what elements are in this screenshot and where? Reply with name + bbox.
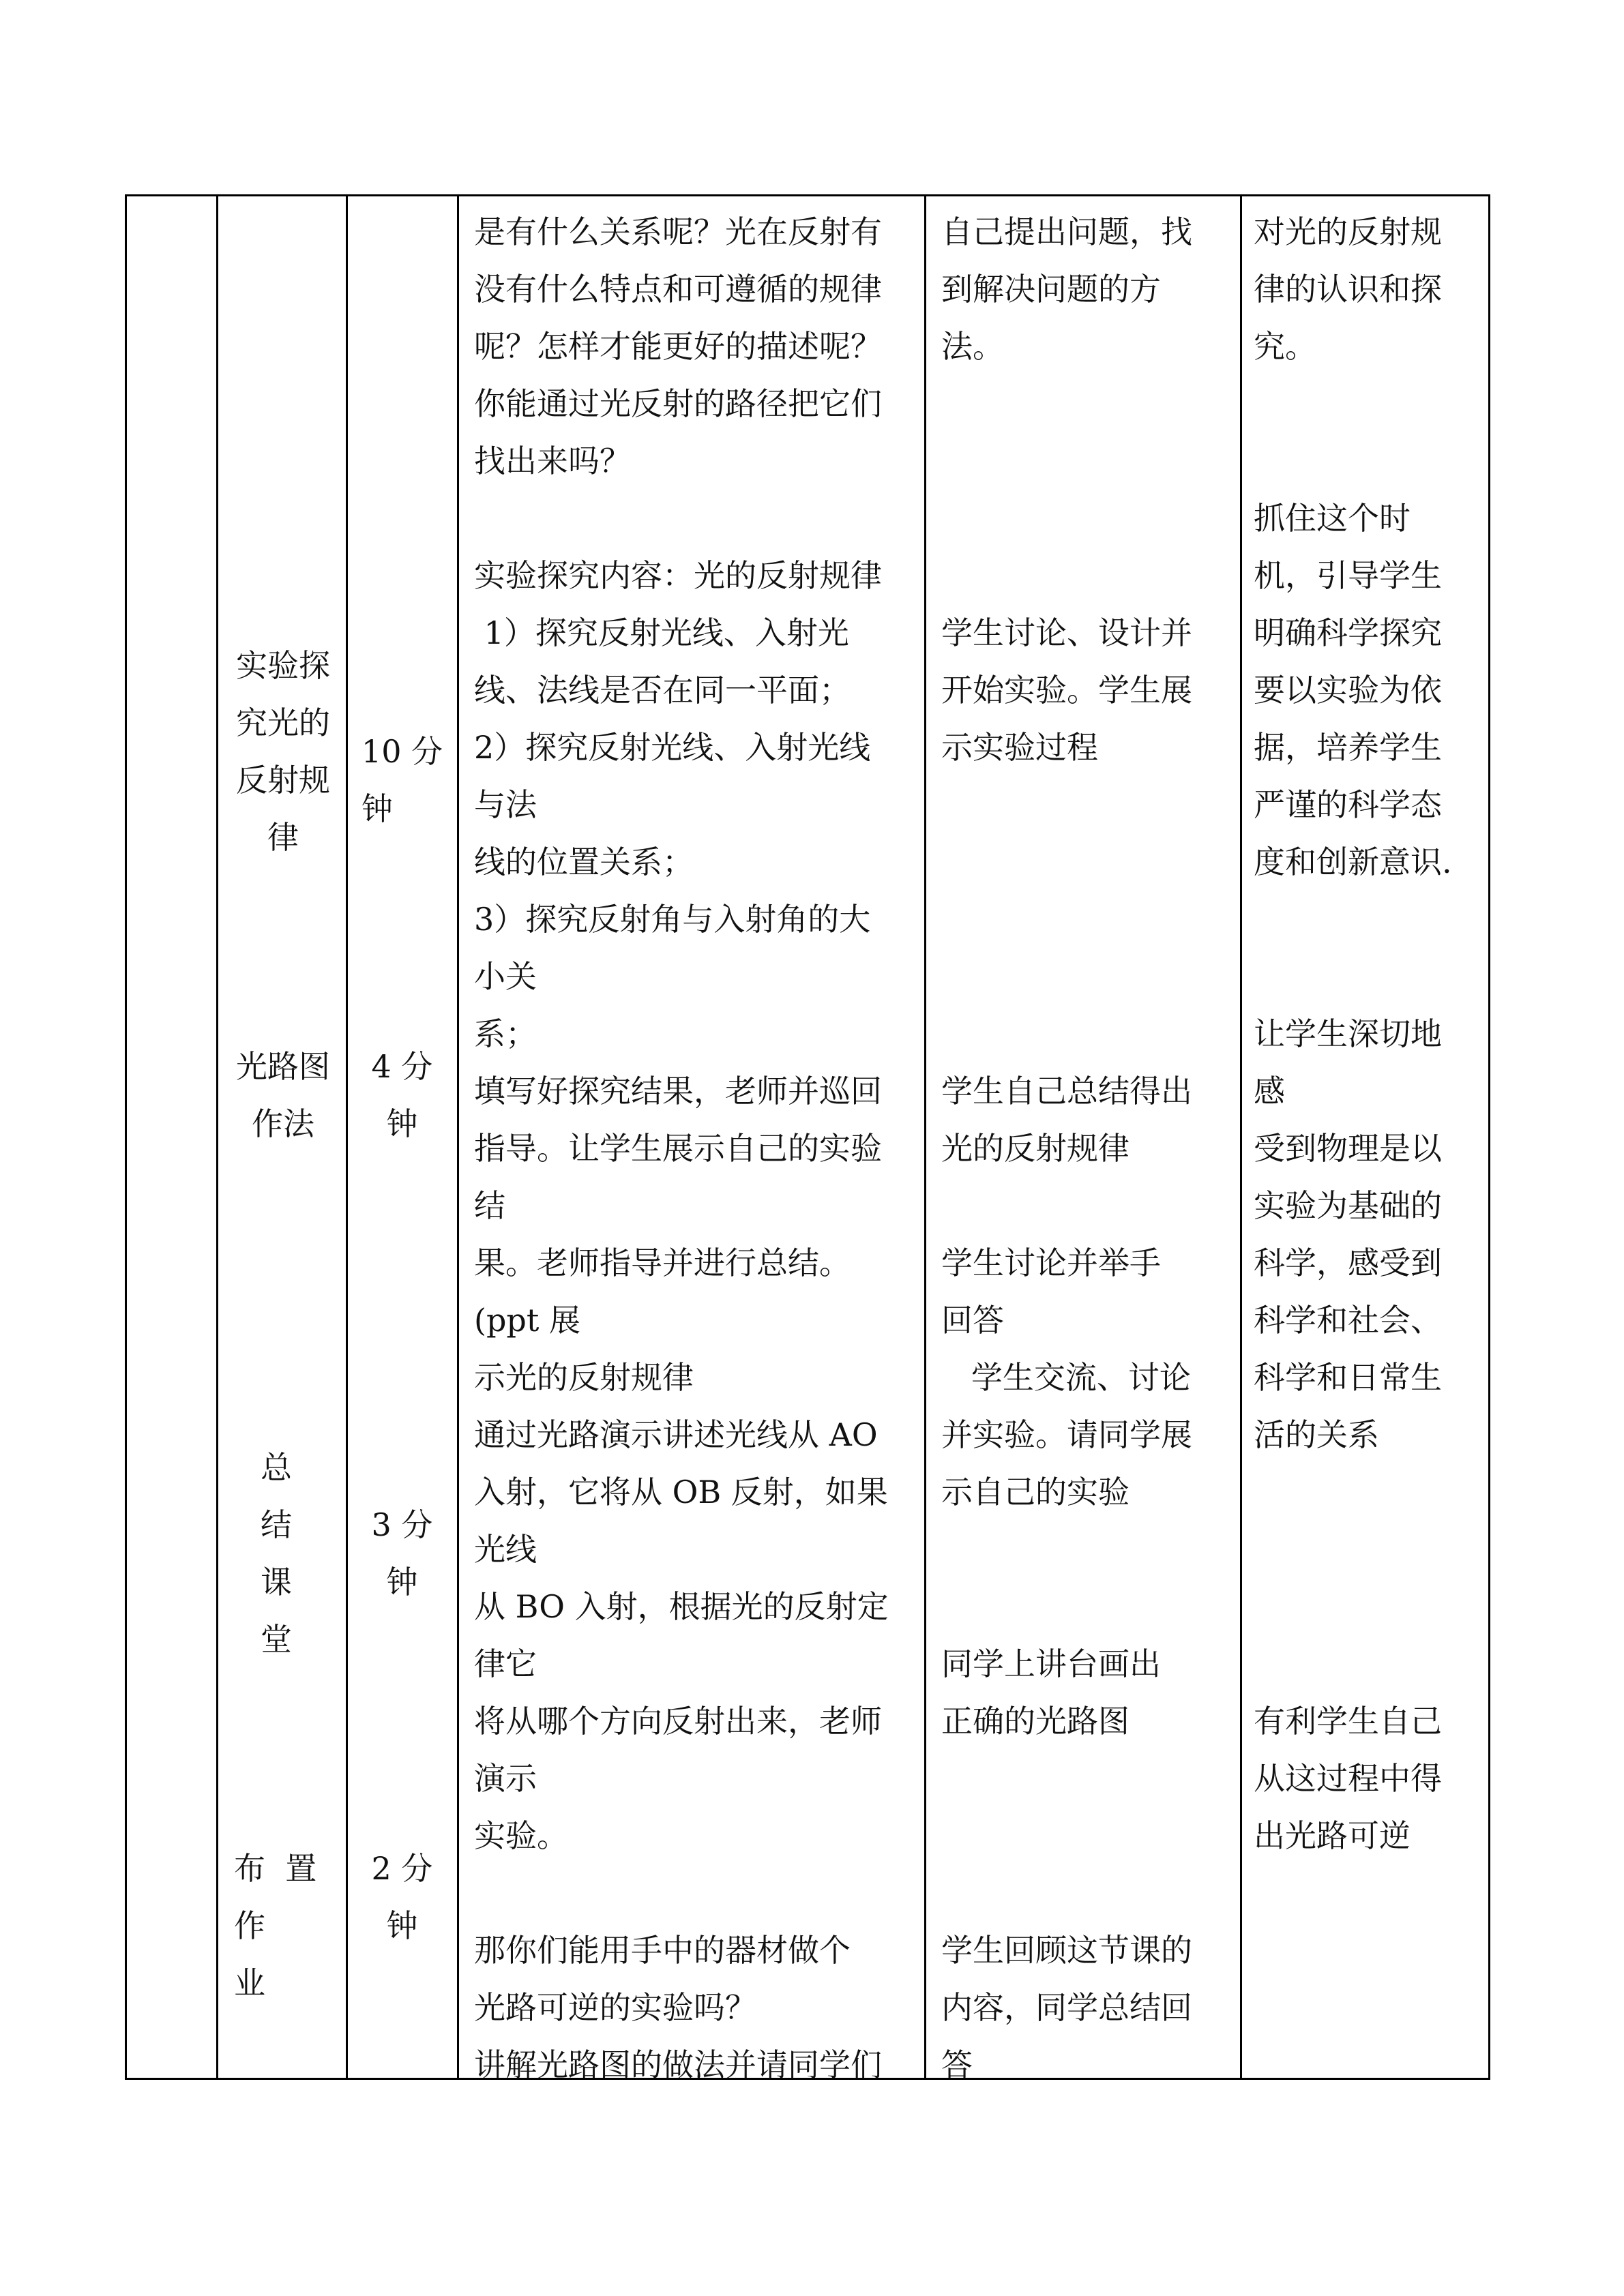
intent-line — [1254, 1635, 1486, 1693]
student-line — [941, 1177, 1235, 1234]
teacher-line: 线、法线是否在同一平面； — [474, 672, 851, 709]
student-line: 示自己的实验 — [941, 1474, 1130, 1510]
time-line: 钟 — [386, 1564, 418, 1600]
intent-line: 实验为基础的 — [1254, 1187, 1442, 1224]
intent-line: 科学和日常生 — [1254, 1359, 1442, 1396]
teacher-line: 讲解光路图的做法并请同学们 — [474, 2046, 882, 2083]
intent-line — [1254, 1463, 1486, 1521]
time-line: 钟 — [386, 1907, 418, 1944]
teacher-line: 3）探究反射角与入射角的大 — [474, 901, 871, 938]
intent-line: 要以实验为依 — [1254, 672, 1442, 709]
intent-line — [1254, 891, 1486, 948]
intent-line — [1254, 1521, 1486, 1578]
student-line: 学生自己总结得出 — [941, 1073, 1192, 1109]
teacher-line: 2）探究反射光线、入射光线 — [474, 729, 871, 766]
column-divider — [1240, 194, 1242, 2080]
student-line: 开始实验。学生展 — [941, 672, 1192, 709]
teacher-line: 1）探究反射光线、入射光 — [474, 614, 849, 651]
teacher-line: 那你们能用手中的器材做个 — [474, 1932, 851, 1969]
phase-name-line: 布 置 — [234, 1850, 317, 1887]
student-line: 同学上讲台画出 — [941, 1645, 1161, 1682]
intent-line: 律的认识和探 — [1254, 271, 1442, 308]
student-line — [941, 1864, 1235, 1922]
student-line: 光的反射规律 — [941, 1130, 1130, 1167]
intent-line: 从这过程中得 — [1254, 1760, 1442, 1797]
student-line — [941, 891, 1235, 948]
teacher-line: 入射，它将从 OB 反射，如果 — [474, 1474, 888, 1510]
teacher-line: 指导。让学生展示自己的实验 — [474, 1130, 882, 1167]
intent-line: 让学生深切地 — [1254, 1015, 1442, 1052]
teacher-line: 填写好探究结果，老师并巡回 — [474, 1073, 882, 1109]
teacher-line: 示光的反射规律 — [474, 1359, 694, 1396]
phase-name-line: 作法 — [252, 1105, 314, 1142]
phase-name-line: 律 — [267, 819, 299, 856]
phase-name-line: 结 — [261, 1506, 292, 1543]
teacher-line: 找出来吗？ — [474, 443, 631, 479]
teacher-line — [474, 490, 917, 547]
student-line — [941, 1521, 1235, 1578]
phase-name-line: 总 — [261, 1449, 292, 1486]
intent-line: 活的关系 — [1254, 1416, 1379, 1453]
teacher-line: 实验。 — [474, 1817, 568, 1854]
teacher-activity-cell — [474, 194, 917, 2083]
design-intent-cell — [1254, 194, 1486, 2080]
column-divider — [457, 194, 459, 2080]
student-line — [941, 547, 1235, 604]
intent-line — [1254, 1578, 1486, 1635]
phase-name-line: 作 — [234, 1907, 265, 1944]
student-line: 自己提出问题，找 — [941, 213, 1192, 250]
teacher-line: 演示 — [474, 1760, 537, 1797]
phase-name-line: 反射规 — [236, 762, 330, 799]
student-line: 学生讨论并举手 — [941, 1244, 1161, 1281]
intent-line: 据，培养学生 — [1254, 729, 1442, 766]
column-divider — [216, 194, 218, 2080]
phase-name-line: 究光的 — [236, 704, 330, 741]
time-line: 10 分 — [361, 733, 443, 770]
teacher-line: (ppt 展 — [474, 1302, 580, 1339]
intent-line: 科学，感受到 — [1254, 1244, 1442, 1281]
student-line — [941, 1578, 1235, 1635]
student-line — [941, 1807, 1235, 1864]
intent-line — [1254, 375, 1486, 432]
time-line: 4 分 — [371, 1048, 433, 1085]
student-line — [941, 833, 1235, 891]
teacher-line: 是有什么关系呢？光在反射有 — [474, 213, 882, 250]
teacher-line: 与法 — [474, 786, 537, 823]
student-line — [941, 1005, 1235, 1062]
intent-line: 明确科学探究 — [1254, 614, 1442, 651]
intent-line: 感 — [1254, 1073, 1285, 1109]
teacher-line: 系； — [474, 1015, 537, 1052]
teacher-line: 结 — [474, 1187, 505, 1224]
intent-line — [1254, 432, 1486, 490]
time-line: 钟 — [361, 790, 393, 827]
phase-name-line: 堂 — [261, 1621, 292, 1658]
teacher-line: 通过光路演示讲述光线从 AO — [474, 1416, 878, 1453]
student-line: 法。 — [941, 328, 1004, 365]
student-line — [941, 1750, 1235, 1807]
phase-name-line: 业 — [234, 1965, 265, 2001]
teacher-line: 从 BO 入射，根据光的反射定 — [474, 1588, 889, 1625]
intent-line: 度和创新意识. — [1254, 844, 1452, 880]
student-line — [941, 948, 1235, 1005]
teacher-line — [474, 1864, 917, 1922]
intent-line: 受到物理是以 — [1254, 1130, 1442, 1167]
student-line: 并实验。请同学展 — [941, 1416, 1192, 1453]
student-line — [941, 490, 1235, 547]
intent-line: 对光的反射规 — [1254, 213, 1442, 250]
student-line: 内容，同学总结回 — [941, 1989, 1192, 2026]
student-activity-cell — [941, 194, 1235, 2083]
student-line: 学生交流、讨论 — [941, 1359, 1191, 1396]
teacher-line: 光线 — [474, 1531, 537, 1568]
student-line: 到解决问题的方 — [941, 271, 1161, 308]
teacher-line: 将从哪个方向反射出来，老师 — [474, 1703, 882, 1740]
phase-name-line: 实验探 — [236, 647, 330, 684]
student-line: 示实验过程 — [941, 729, 1098, 766]
teacher-line: 实验探究内容：光的反射规律 — [474, 557, 882, 594]
student-line: 正确的光路图 — [941, 1703, 1130, 1740]
student-line: 答 — [941, 2046, 973, 2083]
column-divider — [924, 194, 926, 2080]
student-line — [941, 375, 1235, 432]
teacher-line: 光路可逆的实验吗？ — [474, 1989, 756, 2026]
time-line: 3 分 — [371, 1506, 433, 1543]
intent-line: 抓住这个时 — [1254, 500, 1411, 537]
intent-line: 有利学生自己 — [1254, 1703, 1442, 1740]
teacher-line: 小关 — [474, 958, 537, 995]
intent-line — [1254, 948, 1486, 1005]
intent-line: 严谨的科学态 — [1254, 786, 1442, 823]
time-line: 2 分 — [371, 1850, 433, 1887]
column-divider — [346, 194, 348, 2080]
teacher-line: 线的位置关系； — [474, 844, 694, 880]
intent-line: 机，引导学生 — [1254, 557, 1442, 594]
intent-line: 出光路可逆 — [1254, 1817, 1411, 1854]
student-line: 回答 — [941, 1302, 1004, 1339]
intent-line: 科学和社会、 — [1254, 1302, 1442, 1339]
student-line — [941, 432, 1235, 490]
intent-line: 究。 — [1254, 328, 1316, 365]
time-line: 钟 — [386, 1105, 418, 1142]
phase-name-line: 课 — [261, 1564, 292, 1600]
teacher-line: 律它 — [474, 1645, 537, 1682]
teacher-line: 你能通过光反射的路径把它们 — [474, 385, 882, 422]
teacher-line: 果。老师指导并进行总结。 — [474, 1244, 851, 1281]
teacher-line: 没有什么特点和可遵循的规律 — [474, 271, 882, 308]
student-line: 学生回顾这节课的 — [941, 1932, 1192, 1969]
teacher-line: 呢？怎样才能更好的描述呢？ — [474, 328, 882, 365]
phase-name-line: 光路图 — [236, 1048, 330, 1085]
student-line — [941, 776, 1235, 833]
student-line: 学生讨论、设计并 — [941, 614, 1192, 651]
